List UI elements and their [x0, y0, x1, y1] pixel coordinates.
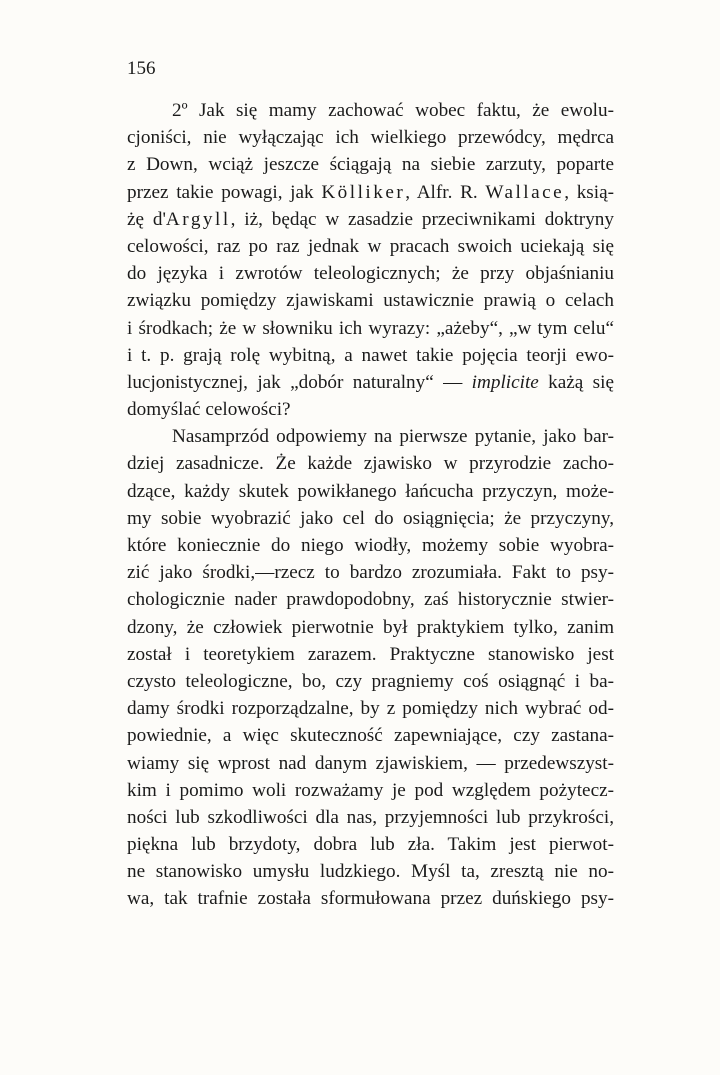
text-line: zić jako środki,—rzecz to bardzo zrozumiała. Fakt to psy-	[127, 562, 614, 584]
text-line: żę d'Argyll, iż, będąc w zasadzie przeciwnikami doktryny	[127, 208, 614, 230]
text-line: które koniecznie do niego wiodły, możemy sobie wyobra-	[127, 535, 614, 556]
text-line: domyślać celowości?	[127, 399, 291, 421]
page-number: 156	[127, 58, 156, 79]
text-line: przez takie powagi, jak Kölliker, Alfr. R. Wallace, ksią-	[127, 181, 614, 203]
text-line: my sobie wyobrazić jako cel do osiągnięcia; że przyczyny,	[127, 507, 614, 529]
text-line: do języka i zwrotów teleologicznych; że przy objaśnianiu	[127, 263, 614, 285]
text-line: cjoniści, nie wyłączając ich wielkiego przewódcy, mędrca	[127, 127, 614, 149]
text-line: kim i pomimo woli rozważamy je pod względem pożytecz-	[127, 779, 614, 801]
text-line: ności lub szkodliwości dla nas, przyjemności lub przykrości,	[127, 806, 614, 828]
spaced-name-kolliker: Kölliker	[321, 181, 406, 203]
text-line: damy środki rozporządzalne, by z pomiędzy nich wybrać od-	[127, 698, 614, 720]
body-text	[127, 97, 614, 913]
text-line: i t. p. grają rolę wybitną, a nawet takie pojęcia teorji ewo-	[127, 344, 614, 366]
text-line: z Down, wciąż jeszcze ściągają na siebie zarzuty, poparte	[127, 154, 614, 176]
spaced-name-argyll: Argyll	[165, 208, 231, 230]
text-line: ne stanowisko umysłu ludzkiego. Myśl ta, zresztą nie no-	[127, 861, 614, 883]
text-line: wa, tak trafnie została sformułowana przez duńskiego psy-	[127, 888, 614, 910]
text-line: 2º Jak się mamy zachować wobec faktu, że ewolu-	[172, 100, 614, 121]
text-line: związku pomiędzy zjawiskami ustawicznie prawią o celach	[127, 290, 614, 312]
text-line: dziej zasadnicze. Że każde zjawisko w przyrodzie zacho-	[127, 453, 614, 475]
italic-implicite: implicite	[471, 371, 539, 393]
text-line: dzące, każdy skutek powikłanego łańcucha przyczyn, może-	[127, 480, 614, 502]
text-line: chologicznie nader prawdopodobny, zaś historycznie stwier-	[127, 589, 614, 611]
text-line: powiednie, a więc skuteczność zapewniające, czy zastana-	[127, 725, 614, 747]
text-line: czysto teleologiczne, bo, czy pragniemy coś osiągnąć i ba-	[127, 670, 614, 692]
text-line: piękna lub brzydoty, dobra lub zła. Takim jest pierwot-	[127, 834, 614, 856]
text-line: lucjonistycznej, jak „dobór naturalny“ — implicite każą się	[127, 371, 614, 393]
text-line: celowości, raz po raz jednak w pracach swoich uciekają się	[127, 235, 614, 257]
text-line: Nasamprzód odpowiemy na pierwsze pytanie, jako bar-	[172, 426, 614, 448]
text-line: i środkach; że w słowniku ich wyrazy: „ażeby“, „w tym celu“	[127, 317, 614, 339]
text-line: wiamy się wprost nad danym zjawiskiem, — przedewszyst-	[127, 752, 614, 774]
text-line: dzony, że człowiek pierwotnie był praktykiem tylko, zanim	[127, 616, 614, 638]
text-line: został i teoretykiem zarazem. Praktyczne stanowisko jest	[127, 643, 614, 665]
spaced-name-wallace: Wallace	[485, 181, 565, 203]
